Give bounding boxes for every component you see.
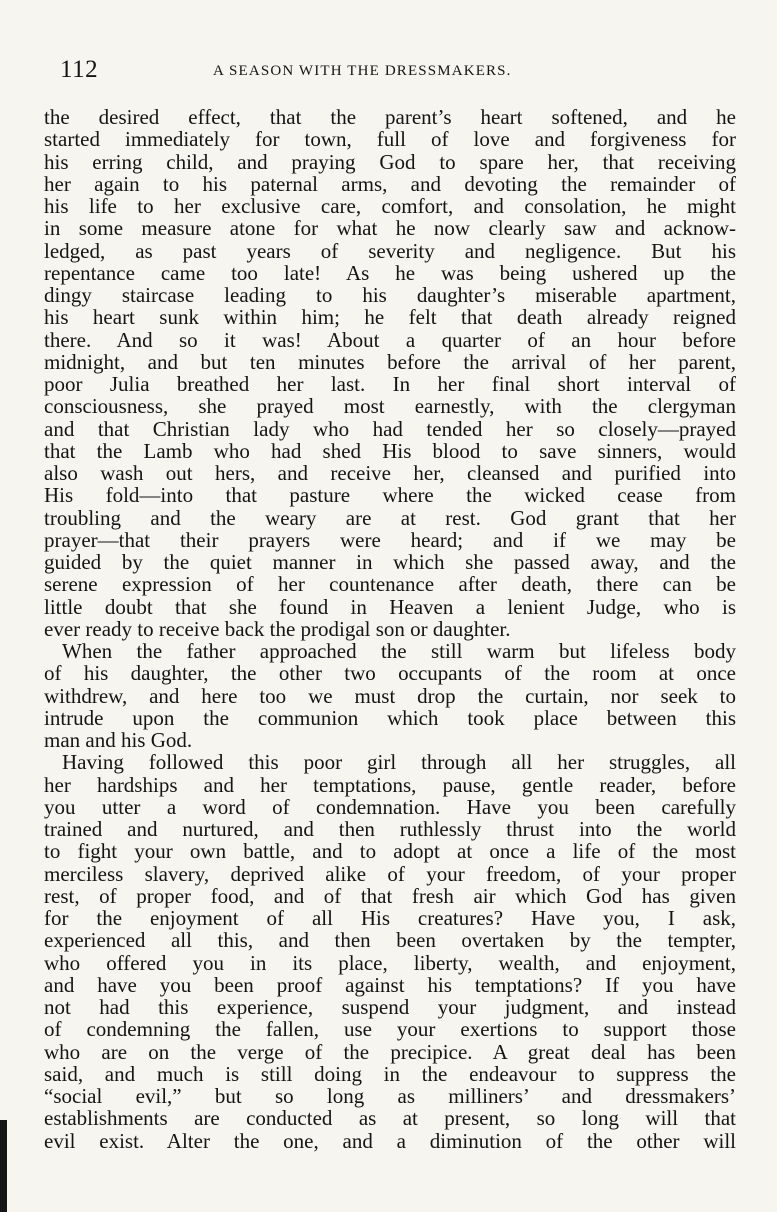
running-title: A SEASON WITH THE DRESSMAKERS.: [213, 63, 512, 79]
text-line: her again to his paternal arms, and devoting the remainder of: [44, 171, 736, 196]
text-line: the desired effect, that the parent’s heart softened, and he: [44, 105, 736, 129]
text-line: troubling and the weary are at rest. God grant that her: [44, 505, 736, 530]
text-line: experienced all this, and then been overtaken by the tempter,: [44, 928, 736, 953]
page-header: [40, 56, 740, 84]
text-line: guided by the quiet manner in which she passed away, and the: [44, 550, 736, 574]
paragraph-start-line: Having followed this poor girl through all her struggles, all: [62, 750, 736, 775]
text-line: evil exist. Alter the one, and a diminution of the other will: [44, 1128, 736, 1153]
text-line: establishments are conducted as at present, so long will that: [44, 1106, 736, 1131]
text-line: that the Lamb who had shed His blood to save sinners, would: [44, 438, 736, 463]
text-line: of condemning the fallen, use your exertions to support those: [44, 1017, 736, 1042]
text-line: poor Julia breathed her last. In her final short interval of: [44, 372, 736, 396]
text-line: for the enjoyment of all His creatures? Have you, I ask,: [44, 906, 736, 930]
text-line: prayer—that their prayers were heard; and if we may be: [44, 527, 736, 552]
text-line: serene expression of her countenance after death, there can be: [44, 572, 736, 597]
text-line: also wash out hers, and receive her, cleansed and purified into: [44, 461, 736, 485]
text-line: dingy staircase leading to his daughter’s miserable apartment,: [44, 283, 736, 307]
paragraph-end-line: ever ready to receive back the prodigal son or daughter.: [44, 616, 511, 641]
text-line: her hardships and her temptations, pause, gentle reader, before: [44, 772, 736, 797]
text-line: his life to her exclusive care, comfort, and consolation, he might: [44, 194, 736, 218]
text-line: trained and nurtured, and then ruthlessly thrust into the world: [44, 817, 736, 841]
text-line: midnight, and but ten minutes before the arrival of her parent,: [44, 349, 736, 374]
text-line: withdrew, and here too we must drop the curtain, nor seek to: [44, 683, 736, 708]
text-line: not had this experience, suspend your judgment, and instead: [44, 995, 736, 1019]
text-line: of his daughter, the other two occupants of the room at once: [44, 661, 736, 686]
text-line: his erring child, and praying God to spare her, that receiving: [44, 149, 736, 174]
text-line: intrude upon the communion which took place between this: [44, 705, 736, 730]
text-line: there. And so it was! About a quarter of an hour before: [44, 327, 736, 352]
paragraph-start-line: When the father approached the still warm but lifeless body: [62, 639, 736, 663]
text-line: and have you been proof against his temptations? If you have: [44, 972, 736, 997]
text-line: who offered you in its place, liberty, wealth, and enjoyment,: [44, 950, 736, 975]
text-line: consciousness, she prayed most earnestly, with the clergyman: [44, 394, 736, 419]
paragraph-end-line: man and his God.: [44, 728, 193, 752]
text-line: repentance came too late! As he was being ushered up the: [44, 260, 736, 285]
text-line: ledged, as past years of severity and negligence. But his: [44, 238, 736, 263]
text-line: his heart sunk within him; he felt that death already reigned: [44, 305, 736, 330]
text-line: you utter a word of condemnation. Have you been carefully: [44, 794, 736, 819]
text-line: merciless slavery, deprived alike of your freedom, of your proper: [44, 861, 736, 886]
body-text: [44, 106, 736, 1152]
text-line: said, and much is still doing in the endeavour to suppress the: [44, 1061, 736, 1086]
text-line: His fold—into that pasture where the wicked cease from: [44, 483, 736, 508]
text-line: who are on the verge of the precipice. A great deal has been: [44, 1039, 736, 1064]
page-edge-shadow: [0, 1120, 7, 1212]
text-line: rest, of proper food, and of that fresh air which God has given: [44, 883, 736, 908]
text-line: started immediately for town, full of love and forgiveness for: [44, 127, 736, 152]
page-number: 112: [60, 56, 99, 83]
text-line: little doubt that she found in Heaven a lenient Judge, who is: [44, 594, 736, 619]
text-line: in some measure atone for what he now clearly saw and acknow-: [44, 216, 736, 241]
text-line: “social evil,” but so long as milliners’ and dressmakers’: [44, 1084, 736, 1108]
text-line: to fight your own battle, and to adopt at once a life of the most: [44, 839, 736, 864]
text-line: and that Christian lady who had tended her so closely—prayed: [44, 416, 736, 441]
